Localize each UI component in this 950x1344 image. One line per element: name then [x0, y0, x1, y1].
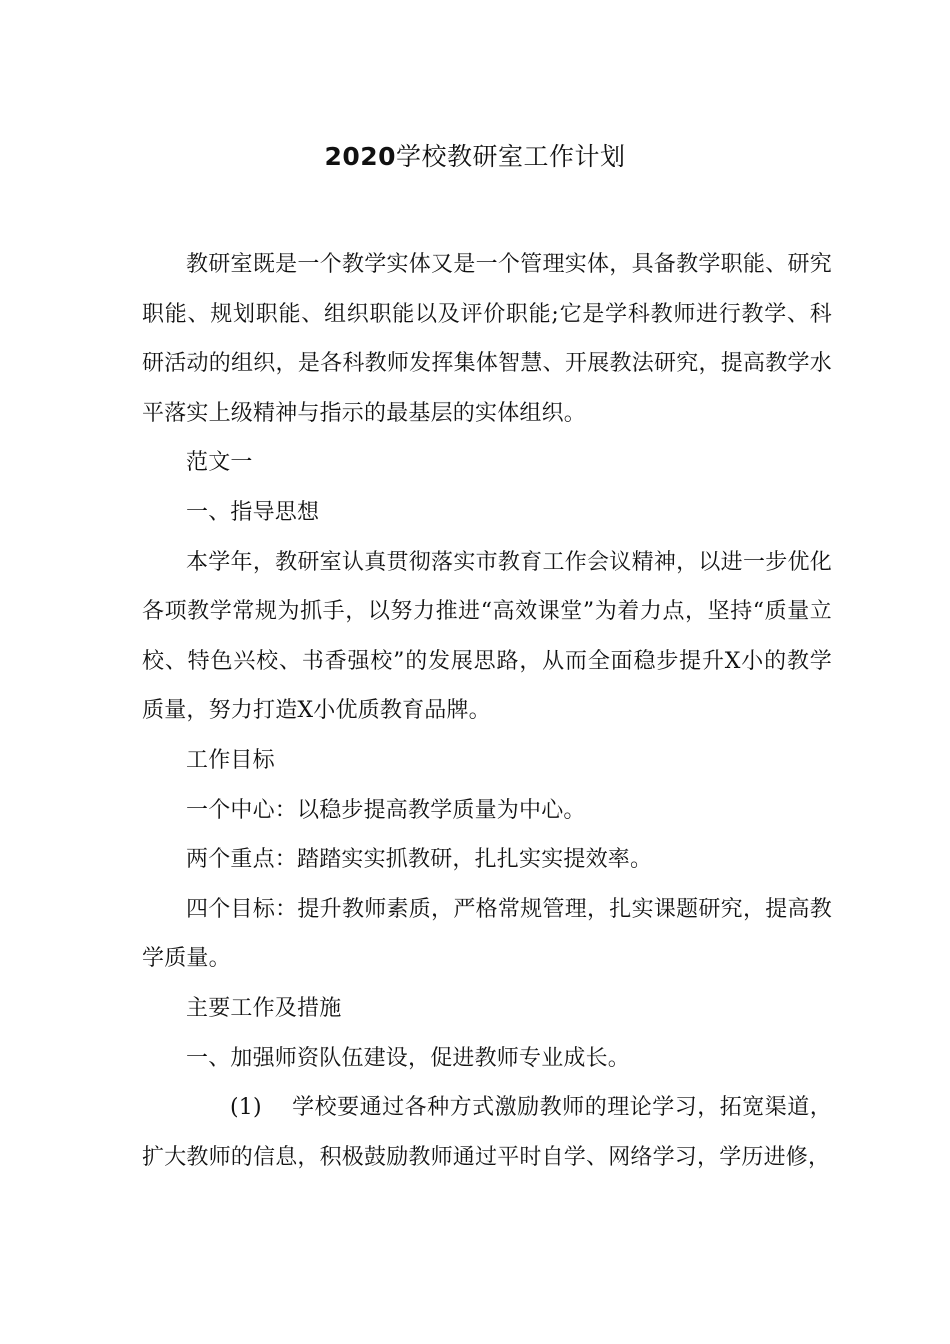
heading-work-goals: 工作目标: [186, 747, 275, 773]
intro-paragraph: 教研室既是一个教学实体又是一个管理实体，具备教学职能、研究职能、规划职能、组织职能以及评价职能;它是学科教师进行教学、科研活动的组织，是各科教师发挥集体智慧、开展教法研究，提高教学水平落实上级精神与指示的最基层的实体组织。: [142, 252, 832, 426]
section-label-sample-one: 范文一: [186, 450, 253, 476]
document-title: [0, 140, 950, 174]
numbered-item: [142, 1083, 832, 1182]
goal-four-targets: 四个目标：提升教师素质，严格常规管理，扎实课题研究，提高教学质量。: [142, 896, 832, 972]
item-text: 学校要通过各种方式激励教师的理论学习，拓宽渠道，扩大教师的信息，积极鼓励教师通过平时自学、网络学习，学历进修，: [142, 1095, 832, 1170]
document-body: [142, 240, 832, 1182]
title-text: 学校教研室工作计划: [396, 142, 626, 171]
goal-one-center: 一个中心：以稳步提高教学质量为中心。: [186, 797, 586, 823]
guiding-ideology-paragraph: 本学年，教研室认真贯彻落实市教育工作会议精神，以进一步优化各项教学常规为抓手，以努力推进“高效课堂”为着力点，坚持“质量立校、特色兴校、书香强校”的发展思路，从而全面稳步提升X小的教学质量，努力打造X小优质教育品牌。: [142, 549, 832, 724]
heading-main-work: 主要工作及措施: [186, 995, 342, 1021]
heading-guiding-ideology: 一、指导思想: [186, 499, 320, 525]
heading-teacher-team: 一、加强师资队伍建设，促进教师专业成长。: [186, 1045, 631, 1071]
title-year: 2020: [324, 142, 397, 171]
item-number: (1): [230, 1095, 262, 1121]
goal-two-focuses: 两个重点：踏踏实实抓教研，扎扎实实提效率。: [186, 847, 653, 873]
